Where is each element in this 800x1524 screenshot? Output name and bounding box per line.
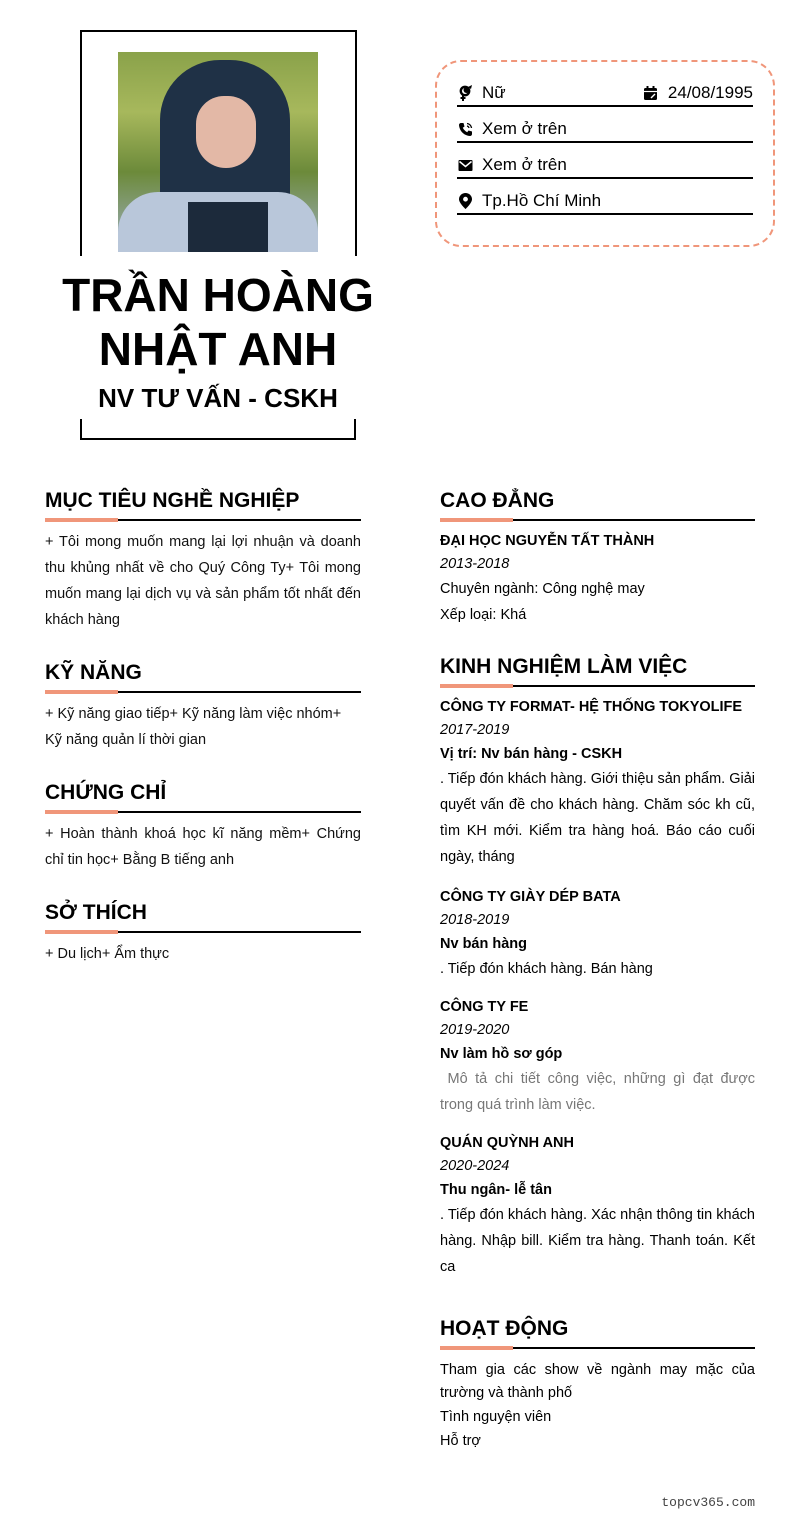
experience-description: . Tiếp đón khách hàng. Xác nhận thông tin khách hàng. Nhập bill. Kiểm tra hàng. Thanh toán. Kết ca — [440, 1207, 755, 1275]
skills-text: + Kỹ năng giao tiếp+ Kỹ năng làm việc nhóm+ Kỹ năng quản lí thời gian — [45, 706, 342, 748]
phone-icon — [457, 121, 473, 137]
section-divider — [45, 690, 361, 693]
envelope-icon — [457, 157, 473, 173]
calendar-icon — [643, 85, 659, 101]
section-education — [440, 488, 755, 628]
activity-item: Hỗ trợ — [440, 1433, 481, 1449]
education-years: 2013-2018 — [440, 556, 510, 572]
section-divider — [45, 930, 361, 933]
experience-role: Thu ngân- lễ tân — [440, 1182, 552, 1198]
profile-frame-bottom — [80, 419, 356, 440]
experience-description: Mô tả chi tiết công việc, những gì đạt được trong quá trình làm việc. — [440, 1071, 760, 1113]
experience-years: 2017-2019 — [440, 722, 510, 738]
experience-entry — [440, 996, 760, 1118]
section-title: HOẠT ĐỘNG — [440, 1317, 569, 1340]
contact-row-gender-birthdate — [457, 81, 753, 107]
section-title: KINH NGHIỆM LÀM VIỆC — [440, 655, 688, 678]
section-title: MỤC TIÊU NGHỀ NGHIỆP — [45, 489, 300, 512]
section-divider — [45, 810, 361, 813]
name-line-2: NHẬT ANH — [98, 323, 338, 375]
company-name: CÔNG TY GIÀY DÉP BATA — [440, 889, 621, 905]
contact-row-email — [457, 153, 753, 179]
section-title: CHỨNG CHỈ — [45, 781, 167, 804]
section-activities — [440, 1316, 755, 1453]
address-value: Tp.Hồ Chí Minh — [482, 191, 602, 210]
job-title: NV TƯ VẤN - CSKH — [98, 383, 338, 413]
experience-entry — [440, 886, 755, 982]
experience-role: Nv bán hàng — [440, 936, 528, 952]
experience-years: 2020-2024 — [440, 1158, 510, 1174]
gender-value: Nữ — [482, 83, 506, 102]
certificates-text: + Hoàn thành khoá học kĩ năng mềm+ Chứng chỉ tin học+ Bằng B tiếng anh — [45, 826, 361, 868]
education-major: Chuyên ngành: Công nghệ may — [440, 581, 645, 597]
map-pin-icon — [457, 193, 473, 209]
experience-entry — [440, 696, 755, 870]
section-divider — [45, 518, 361, 521]
name-line-1: TRẦN HOÀNG — [62, 269, 374, 321]
section-experience — [440, 654, 760, 1280]
experience-entry — [440, 1132, 755, 1280]
education-rank: Xếp loại: Khá — [440, 607, 527, 623]
section-certificates — [45, 780, 361, 873]
objective-text: + Tôi mong muốn mang lại lợi nhuận và doanh thu khủng nhất về cho Quý Công Ty+ Tôi mong muốn mang lại dịch vụ và sản phẩm tốt nhất đến khách hàng — [45, 534, 361, 628]
photo-face-shape — [196, 96, 256, 168]
company-name: QUÁN QUỲNH ANH — [440, 1135, 574, 1151]
experience-role: Vị trí: Nv bán hàng - CSKH — [440, 746, 623, 762]
experience-role: Nv làm hồ sơ góp — [440, 1046, 563, 1062]
section-divider — [440, 518, 755, 521]
section-divider — [440, 1346, 755, 1349]
activities-list — [440, 1359, 755, 1453]
experience-description: . Tiếp đón khách hàng. Bán hàng — [440, 961, 653, 977]
section-objective — [45, 488, 361, 633]
birthdate-value: 24/08/1995 — [667, 83, 753, 102]
phone-value[interactable]: Xem ở trên — [482, 119, 567, 138]
profile-photo — [118, 52, 318, 252]
activity-item: Tham gia các show về ngành may mặc của trường và thành phố — [440, 1362, 755, 1401]
company-name: CÔNG TY FE — [440, 999, 529, 1015]
watermark: topcv365.com — [661, 1495, 755, 1510]
activity-item: Tình nguyện viên — [440, 1409, 552, 1425]
email-value[interactable]: Xem ở trên — [482, 155, 567, 174]
photo-top-shape — [188, 202, 268, 252]
experience-years: 2019-2020 — [440, 1022, 510, 1038]
section-title: SỞ THÍCH — [45, 901, 147, 924]
section-divider — [440, 684, 755, 687]
experience-years: 2018-2019 — [440, 912, 510, 928]
section-title: KỸ NĂNG — [45, 661, 142, 684]
contact-row-phone — [457, 117, 753, 143]
experience-description: . Tiếp đón khách hàng. Giới thiệu sản phẩm. Giải quyết vấn đề cho khách hàng. Chăm sóc kh cũ, tìm KH mới. Kiểm tra hàng hoá. Báo cáo cuối ngày, tháng — [440, 771, 755, 865]
section-skills — [45, 660, 361, 753]
birthdate-group — [643, 83, 753, 103]
company-name: CÔNG TY FORMAT- HỆ THỐNG TOKYOLIFE — [440, 699, 743, 715]
candidate-name — [40, 268, 396, 376]
contact-box — [435, 60, 775, 247]
education-entry — [440, 530, 755, 628]
hobbies-text: + Du lịch+ Ẩm thực — [45, 946, 170, 962]
contact-row-address — [457, 189, 753, 215]
gender-icon — [457, 85, 473, 101]
section-title: CAO ĐẲNG — [440, 489, 555, 512]
school-name: ĐẠI HỌC NGUYỄN TẤT THÀNH — [440, 533, 655, 549]
section-hobbies — [45, 900, 361, 967]
